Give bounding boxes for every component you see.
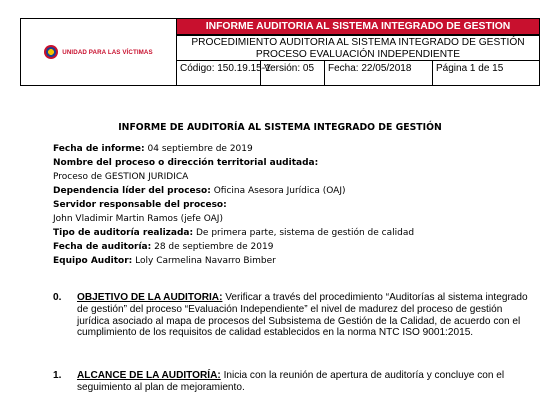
audit-date-value: 28 de septiembre de 2019 (154, 242, 274, 252)
document-version: Versión: 05 (261, 61, 325, 85)
section-number: 1. (53, 370, 62, 381)
audit-type-line (53, 226, 533, 240)
audit-type-label: Tipo de auditoría realizada: (53, 228, 194, 238)
audit-type-value: De primera parte, sistema de gestión de calidad (195, 228, 415, 238)
header-title: INFORME AUDITORIA AL SISTEMA INTEGRADO DE GESTION (177, 19, 539, 35)
process-label: Nombre del proceso o dirección territorial auditada: (53, 158, 319, 168)
header-meta-row (177, 61, 539, 85)
lead-dependency-label: Dependencia líder del proceso: (53, 186, 211, 196)
section-number: 0. (53, 292, 62, 303)
audit-info-block (53, 142, 533, 268)
section-heading: OBJETIVO DE LA AUDITORIA: (77, 292, 223, 303)
report-date-label: Fecha de informe: (53, 144, 145, 154)
responsible-label: Servidor responsable del proceso: (53, 200, 227, 210)
report-date-value: 04 septiembre de 2019 (147, 144, 253, 154)
logo-cell (21, 19, 177, 85)
process-value: Proceso de GESTION JURIDICA (53, 172, 189, 182)
audit-team-label: Equipo Auditor: (53, 256, 133, 266)
section-text: Inicia con la reunión de apertura de auditoría y concluye con el seguimiento al plan de mejoramiento. (77, 370, 505, 393)
responsible-value: John Vladimir Martin Ramos (jefe OAJ) (53, 214, 223, 224)
audit-date-line (53, 240, 533, 254)
document-title: INFORME DE AUDITORÍA AL SISTEMA INTEGRADO DE GESTIÓN (118, 122, 442, 133)
header-info (177, 19, 539, 85)
procedure-line-1: PROCEDIMIENTO AUDITORIA AL SISTEMA INTEGRADO DE GESTIÓN (177, 35, 539, 49)
section-objective (53, 292, 537, 339)
document-header-table (20, 18, 540, 86)
lead-dependency-value: Oficina Asesora Jurídica (OAJ) (213, 186, 346, 196)
unidad-victimas-seal-icon (44, 45, 58, 59)
document-date: Fecha: 22/05/2018 (325, 61, 433, 85)
audit-team-value: Loly Carmelina Navarro Bimber (135, 256, 276, 266)
section-body (77, 370, 537, 394)
report-date-line (53, 142, 533, 156)
section-body (77, 292, 537, 339)
document-code: Código: 150.19.15-1 (177, 61, 261, 85)
logo-text: UNIDAD PARA LAS VÍCTIMAS (62, 48, 153, 56)
audit-team-line (53, 254, 533, 268)
section-heading: ALCANCE DE LA AUDITORÍA: (77, 370, 221, 381)
procedure-line-2: PROCESO EVALUACIÓN INDEPENDIENTE (177, 49, 539, 61)
section-text: Verificar a través del procedimiento “Auditorías al sistema integrado de gestión” del proceso “Evaluación Independiente” el nivel de madurez del proceso de gestión jurídica asociado al mapa de procesos del Subsistema de Gestión de la Calidad, de acuerdo con el cumplimiento de los requisitos de calidad establecidos en la norma NTC ISO 9001:2015. (77, 292, 528, 339)
audit-date-label: Fecha de auditoría: (53, 242, 152, 252)
page-number: Página 1 de 15 (436, 63, 504, 74)
section-scope (53, 370, 537, 394)
lead-dependency-line (53, 184, 533, 198)
